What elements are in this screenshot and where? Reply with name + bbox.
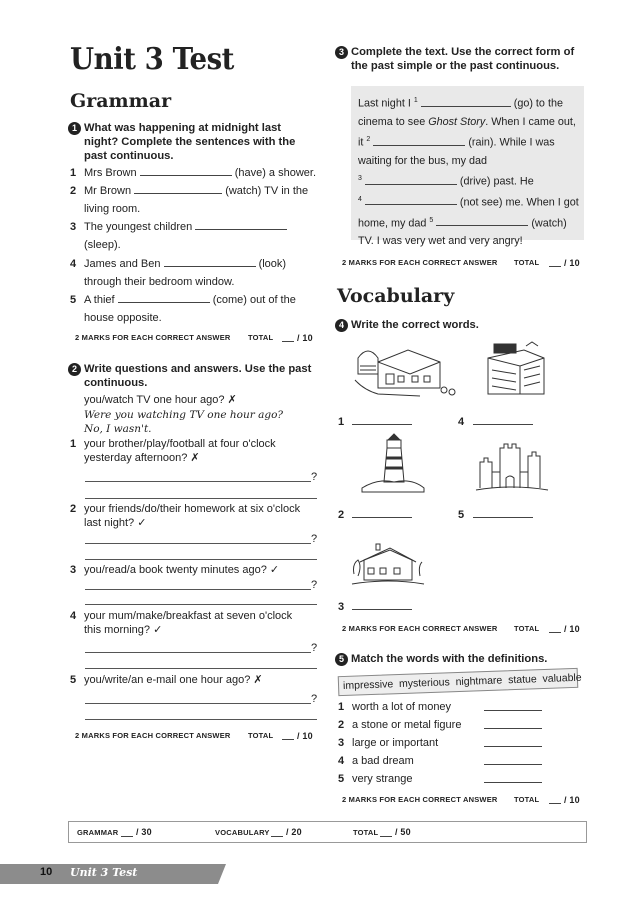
q3-line-2: cinema to see Ghost Story. When I came out, — [358, 115, 576, 128]
q2-item-4: 4 your mum/make/breakfast at seven o'clock this morning? ✓ — [70, 610, 293, 636]
answer-blank[interactable] — [352, 424, 412, 425]
q2-item-5: 5 you/write/an e-mail one hour ago? ✗ — [70, 674, 263, 686]
q2-item-1: 1 your brother/play/football at four o'clock yesterday afternoon? ✗ — [70, 438, 276, 464]
answer-blank[interactable] — [352, 609, 412, 610]
q4-label-5: 5 — [458, 509, 465, 521]
q1-outof: / 10 — [297, 333, 313, 343]
answer-blank[interactable] — [484, 710, 542, 711]
q1-instruction: 1 What was happening at midnight last night? Complete the sentences with the past continuous. — [68, 121, 318, 163]
q2-total-label: TOTAL — [248, 731, 274, 740]
score-blank[interactable] — [380, 836, 392, 837]
q4-marks: 2 MARKS FOR EACH CORRECT ANSWER — [342, 624, 498, 633]
answer-line[interactable] — [85, 498, 317, 499]
q4-label-4: 4 — [458, 416, 465, 428]
answer-blank[interactable] — [140, 165, 232, 176]
totals-bar — [68, 821, 587, 843]
q5-marks: 2 MARKS FOR EACH CORRECT ANSWER — [342, 795, 498, 804]
grammar-outof: / 30 — [136, 827, 152, 837]
q2-marks: 2 MARKS FOR EACH CORRECT ANSWER — [75, 731, 231, 740]
q5-total-label: TOTAL — [514, 795, 540, 804]
answer-line[interactable] — [85, 559, 317, 560]
q3-line-8: TV. I was very wet and very angry! — [358, 235, 523, 248]
q2-outof: / 10 — [297, 731, 313, 741]
q5-number: 5 — [335, 653, 348, 666]
q1-number: 1 — [68, 122, 81, 135]
answer-blank[interactable] — [473, 424, 533, 425]
q4-label-3: 3 — [338, 601, 345, 613]
answer-blank[interactable] — [195, 219, 287, 230]
answer-line[interactable] — [85, 668, 317, 669]
score-blank[interactable] — [121, 836, 133, 837]
answer-blank[interactable] — [118, 292, 210, 303]
farm-buildings-illustration — [350, 340, 460, 400]
q2-example-answer: No, I wasn't. — [84, 423, 152, 435]
q2-number: 2 — [68, 363, 81, 376]
vocabulary-outof: / 20 — [286, 827, 302, 837]
q3-number: 3 — [335, 46, 348, 59]
score-blank[interactable] — [282, 341, 294, 342]
question-mark: ? — [311, 579, 318, 591]
question-mark: ? — [311, 693, 318, 705]
q1-item-1: 1 Mrs Brown (have) a shower. — [70, 167, 317, 179]
answer-blank[interactable] — [352, 517, 412, 518]
q4-label-2: 2 — [338, 509, 345, 521]
answer-blank[interactable] — [484, 782, 542, 783]
answer-blank[interactable] — [473, 517, 533, 518]
q1-item-2: 2 Mr Brown (watch) TV in the living room. — [70, 185, 309, 215]
score-blank[interactable] — [549, 632, 561, 633]
answer-line[interactable] — [85, 604, 317, 605]
answer-line[interactable] — [85, 543, 311, 544]
answer-blank[interactable] — [484, 728, 542, 729]
vocabulary-heading: Vocabulary — [337, 285, 455, 307]
castle-illustration — [472, 432, 552, 496]
modern-building-illustration — [480, 340, 552, 398]
page-title: Unit 3 Test — [70, 42, 234, 77]
q2-instruction: 2 Write questions and answers. Use the past continuous. — [68, 362, 318, 390]
answer-line[interactable] — [85, 703, 311, 704]
score-blank[interactable] — [549, 266, 561, 267]
q3-instruction: 3 Complete the text. Use the correct form of the past simple or the past continuous. — [335, 45, 585, 73]
q3-text-box — [351, 86, 584, 248]
cottage-illustration — [350, 540, 426, 590]
answer-blank[interactable] — [134, 183, 222, 194]
page-number: 10 — [40, 866, 53, 878]
page-label: Unit 3 Test — [70, 866, 138, 879]
answer-line[interactable] — [85, 481, 311, 482]
q2-example-prompt: you/watch TV one hour ago? ✗ — [84, 394, 237, 406]
question-mark: ? — [311, 642, 318, 654]
q1-item-3: 3 The youngest children (sleep). — [70, 218, 320, 254]
q5-instruction: 5 Match the words with the definitions. — [335, 652, 585, 666]
answer-blank[interactable] — [484, 746, 542, 747]
q1-marks: 2 MARKS FOR EACH CORRECT ANSWER — [75, 333, 231, 342]
q1-item-5: 5 A thief (come) out of the house opposite. — [70, 294, 296, 324]
q4-outof: / 10 — [564, 624, 580, 634]
overall-total-label: TOTAL — [353, 828, 379, 837]
q3-outof: / 10 — [564, 258, 580, 268]
grammar-total-label: GRAMMAR — [77, 828, 119, 837]
answer-blank[interactable] — [484, 764, 542, 765]
answer-line[interactable] — [85, 589, 311, 590]
q3-line-5: $^3$ (drive) past. He — [358, 175, 534, 188]
q3-line-4: waiting for the bus, my dad — [358, 154, 488, 167]
q5-item-4: 4 a bad dream — [338, 755, 414, 767]
q5-item-1: 1 worth a lot of money — [338, 701, 452, 713]
q3-line-3: it $^2$ (rain). While I was — [358, 136, 555, 149]
q2-example-question: Were you watching TV one hour ago? — [84, 409, 284, 421]
answer-line[interactable] — [85, 719, 317, 720]
vocabulary-total-label: VOCABULARY — [215, 828, 270, 837]
q3-line-6: $^4$ (not see) me. When I got — [358, 195, 579, 209]
answer-line[interactable] — [85, 652, 311, 653]
q4-total-label: TOTAL — [514, 624, 540, 633]
q3-total-label: TOTAL — [514, 258, 540, 267]
word-bank: impressive mysterious nightmare statue valuable — [338, 668, 579, 696]
overall-outof: / 50 — [395, 827, 411, 837]
score-blank[interactable] — [549, 803, 561, 804]
q5-item-3: 3 large or important — [338, 737, 439, 749]
q2-item-3: 3 you/read/a book twenty minutes ago? ✓ — [70, 564, 280, 576]
score-blank[interactable] — [282, 739, 294, 740]
q2-item-2: 2 your friends/do/their homework at six o'clock last night? ✓ — [70, 503, 301, 529]
score-blank[interactable] — [271, 836, 283, 837]
question-mark: ? — [311, 533, 318, 545]
question-mark: ? — [311, 471, 318, 483]
answer-blank[interactable] — [164, 256, 256, 267]
q3-line-1: Last night I $^1$ (go) to the — [358, 97, 563, 110]
q3-line-7: home, my dad $^5$ (watch) — [358, 216, 567, 230]
lighthouse-illustration — [358, 432, 428, 496]
q4-label-1: 1 — [338, 416, 345, 428]
q4-instruction: 4 Write the correct words. — [335, 318, 585, 332]
q1-item-4: 4 James and Ben (look) through their bedroom window. — [70, 258, 287, 288]
q3-marks: 2 MARKS FOR EACH CORRECT ANSWER — [342, 258, 498, 267]
q5-item-2: 2 a stone or metal figure — [338, 719, 462, 731]
q5-outof: / 10 — [564, 795, 580, 805]
q4-number: 4 — [335, 319, 348, 332]
q1-total-label: TOTAL — [248, 333, 274, 342]
q5-item-5: 5 very strange — [338, 773, 413, 785]
grammar-heading: Grammar — [70, 90, 172, 112]
